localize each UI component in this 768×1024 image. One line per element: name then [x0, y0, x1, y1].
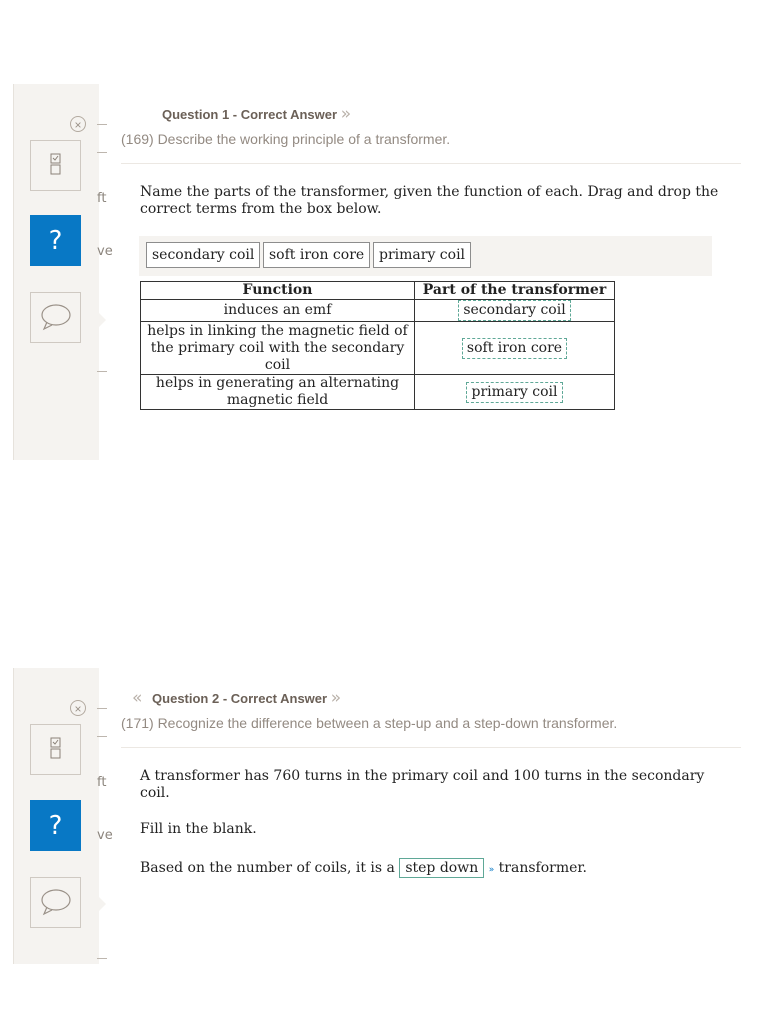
answer-cell [415, 375, 615, 410]
divider [121, 747, 741, 748]
table-header: Part of the transformer [415, 282, 615, 300]
blank-answer[interactable]: step down [399, 858, 484, 878]
drop-zone[interactable]: secondary coil [458, 300, 570, 321]
function-cell: induces an emf [141, 300, 415, 322]
rail-caret [98, 312, 106, 328]
rail-divider [97, 958, 107, 959]
prev-question-arrow[interactable]: « [132, 688, 143, 708]
fill-blank-sentence: Based on the number of coils, it is a step down » transformer. [140, 860, 587, 876]
checklist-icon [31, 761, 80, 778]
clipped-label: ve [97, 244, 113, 259]
next-question-arrow[interactable]: » [330, 688, 342, 708]
speech-bubble-icon [31, 329, 80, 346]
rail-divider [97, 124, 107, 125]
checklist-icon [31, 177, 80, 194]
term-chip[interactable]: primary coil [373, 242, 471, 268]
question-mark-icon: ? [48, 811, 63, 841]
checklist-button[interactable] [30, 140, 81, 191]
term-bank [139, 236, 712, 276]
comment-button[interactable] [30, 292, 81, 343]
rail-divider [97, 152, 107, 153]
table-header: Function [141, 282, 415, 300]
question-card-1 [0, 84, 768, 460]
clipped-label: ft [97, 191, 107, 206]
help-button[interactable] [30, 215, 81, 266]
learning-objective: (171) Recognize the difference between a step-up and a step-down transformer. [121, 715, 618, 731]
term-chip[interactable]: soft iron core [263, 242, 370, 268]
table-row [141, 300, 615, 322]
answer-cell [415, 322, 615, 375]
close-icon[interactable]: × [70, 116, 86, 132]
clipped-label: ve [97, 828, 113, 843]
learning-objective: (169) Describe the working principle of a transformer. [121, 131, 451, 147]
function-cell: helps in generating an alternating magnetic field [141, 375, 415, 410]
question-card-2 [0, 668, 768, 964]
function-cell: helps in linking the magnetic field of the primary coil with the secondary coil [141, 322, 415, 375]
divider [121, 163, 741, 164]
table-row [141, 322, 615, 375]
answer-cell [415, 300, 615, 322]
rail-divider [97, 371, 107, 372]
clipped-label: ft [97, 775, 107, 790]
rail-divider [97, 708, 107, 709]
question-prompt: A transformer has 760 turns in the primary coil and 100 turns in the secondary coil. [140, 768, 705, 801]
rail-caret [98, 896, 106, 912]
rail-divider [97, 736, 107, 737]
question-mark-icon: ? [48, 226, 63, 256]
instruction-text: Fill in the blank. [140, 821, 257, 837]
question-header: Question 1 - Correct Answer » [162, 104, 352, 124]
parts-table [140, 281, 615, 410]
drop-zone[interactable]: soft iron core [462, 338, 567, 359]
term-chip[interactable]: secondary coil [146, 242, 260, 268]
answer-arrow-icon: » [488, 865, 495, 875]
table-row [141, 375, 615, 410]
help-button[interactable] [30, 800, 81, 851]
next-question-arrow[interactable]: » [340, 104, 352, 124]
question-header: « Question 2 - Correct Answer » [132, 688, 342, 708]
speech-bubble-icon [31, 914, 80, 931]
drop-zone[interactable]: primary coil [466, 382, 562, 403]
checklist-button[interactable] [30, 724, 81, 775]
close-icon[interactable]: × [70, 700, 86, 716]
question-prompt: Name the parts of the transformer, given the function of each. Drag and drop the correct terms from the box below. [140, 184, 719, 217]
comment-button[interactable] [30, 877, 81, 928]
